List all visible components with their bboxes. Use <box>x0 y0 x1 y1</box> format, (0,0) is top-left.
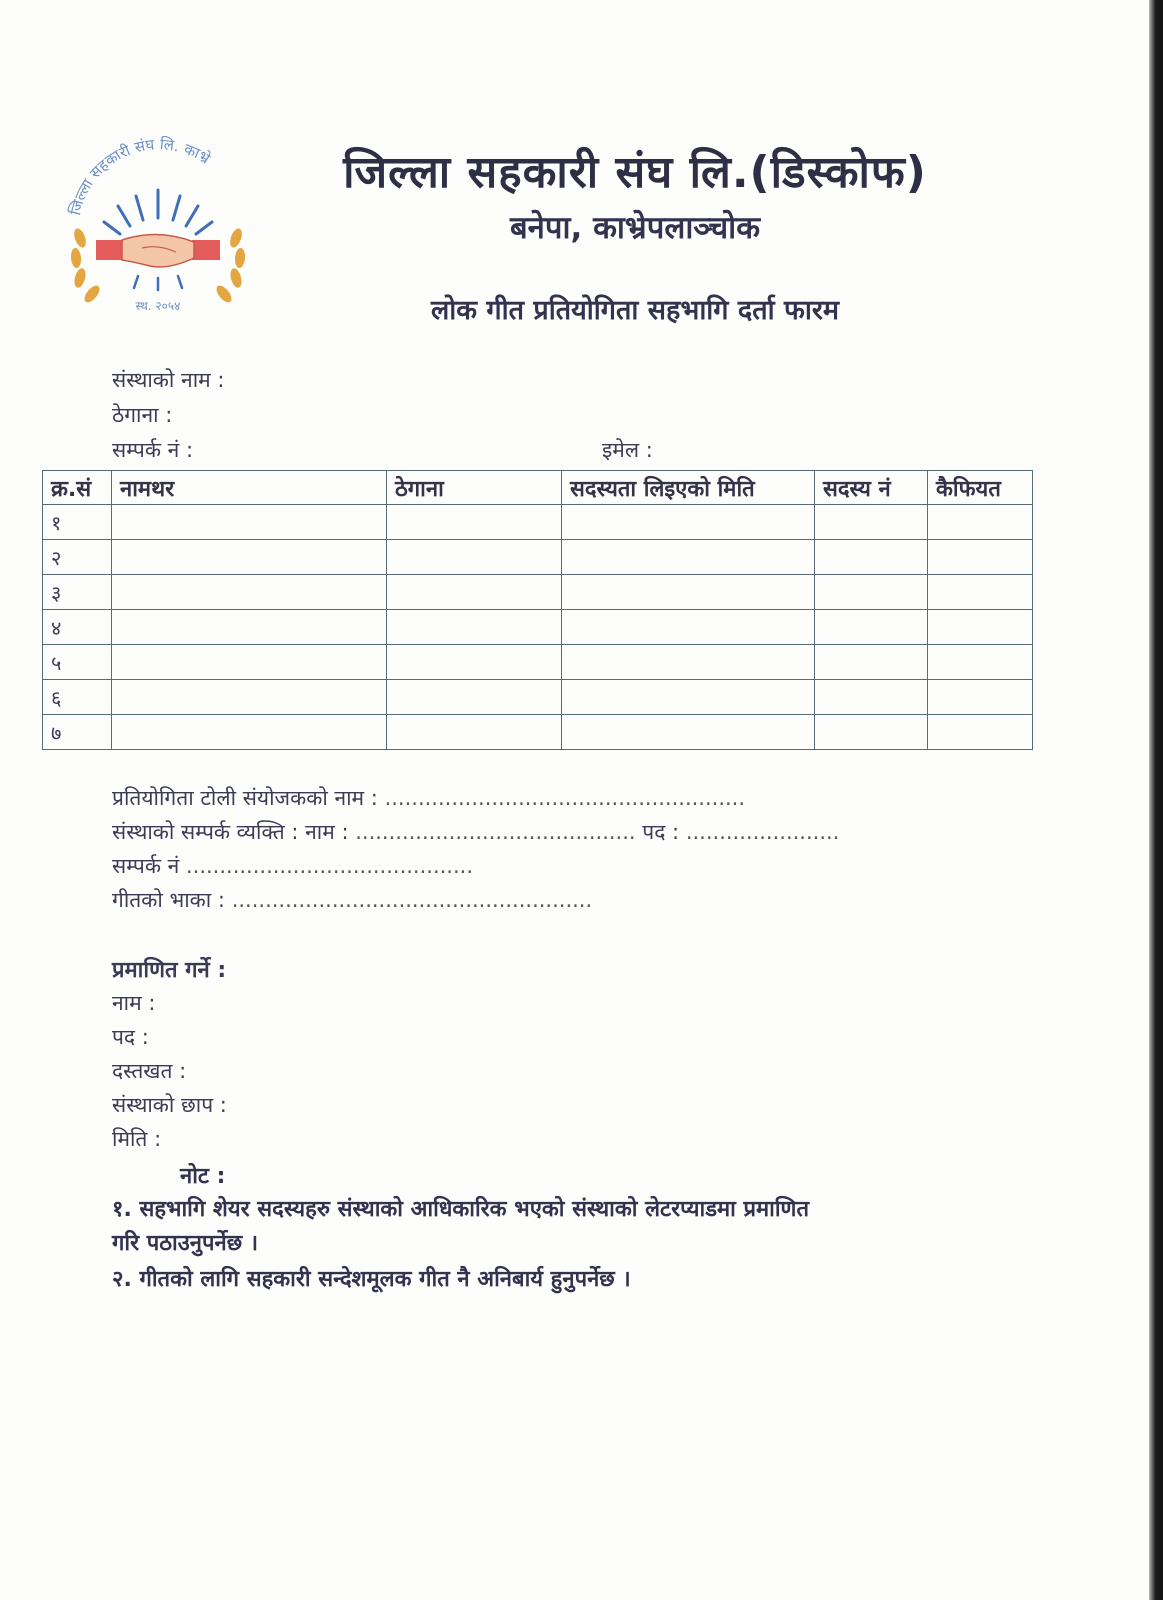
cooperative-logo <box>58 128 258 318</box>
cell-member-no[interactable] <box>815 505 928 540</box>
col-header-remarks: कैफियत <box>928 471 1033 505</box>
cell-membership-date[interactable] <box>562 715 815 750</box>
cell-member-no[interactable] <box>815 610 928 645</box>
cert-signature-label: दस्तखत : <box>112 1059 187 1083</box>
contact-no-blank[interactable]: ........................................... <box>185 854 474 878</box>
table-row <box>43 680 1033 715</box>
email-field-label: इमेल : <box>602 438 653 462</box>
cell-member-no[interactable] <box>815 715 928 750</box>
cell-membership-date[interactable] <box>562 610 815 645</box>
cell-fullname[interactable] <box>112 680 387 715</box>
cell-address[interactable] <box>387 575 562 610</box>
contact-person-field <box>112 818 839 846</box>
cell-remarks[interactable] <box>928 540 1033 575</box>
certification-heading: प्रमाणित गर्ने : <box>112 958 227 983</box>
cell-fullname[interactable] <box>112 505 387 540</box>
cell-address[interactable] <box>387 715 562 750</box>
col-header-membership-date: सदस्यता लिइएको मिति <box>562 471 815 505</box>
contact-no-label: सम्पर्क नं <box>112 854 180 878</box>
cell-membership-date[interactable] <box>562 505 815 540</box>
col-header-address: ठेगाना <box>387 471 562 505</box>
cell-address[interactable] <box>387 540 562 575</box>
contact-person-blank[interactable]: .......................................... <box>355 820 636 844</box>
cell-address[interactable] <box>387 610 562 645</box>
logo-year: स्थ. २०५४ <box>135 299 181 313</box>
row-number: ३ <box>43 575 112 610</box>
cell-remarks[interactable] <box>928 715 1033 750</box>
cell-membership-date[interactable] <box>562 575 815 610</box>
cell-membership-date[interactable] <box>562 680 815 715</box>
cell-member-no[interactable] <box>815 645 928 680</box>
contact-no-field <box>112 852 473 880</box>
org-name-field-label: संस्थाको नाम : <box>112 368 225 392</box>
org-name-heading: जिल्ला सहकारी संघ लि.(डिस्कोफ) <box>343 147 927 198</box>
handshake-icon <box>96 234 220 267</box>
cert-designation-label: पद : <box>112 1025 149 1049</box>
cell-address[interactable] <box>387 505 562 540</box>
cell-fullname[interactable] <box>112 645 387 680</box>
sun-rays-icon <box>104 190 212 234</box>
cell-address[interactable] <box>387 680 562 715</box>
coordinator-label: प्रतियोगिता टोली संयोजकको नाम : <box>112 786 378 810</box>
cell-membership-date[interactable] <box>562 540 815 575</box>
cell-member-no[interactable] <box>815 540 928 575</box>
cell-fullname[interactable] <box>112 575 387 610</box>
cell-member-no[interactable] <box>815 680 928 715</box>
col-header-fullname: नामथर <box>112 471 387 505</box>
table-row <box>43 645 1033 680</box>
note-line-1-cont: गरि पठाउनुपर्नेछ । <box>112 1231 259 1256</box>
cert-stamp-label: संस्थाको छाप : <box>112 1093 227 1117</box>
table-header-row <box>43 471 1033 505</box>
form-title: लोक गीत प्रतियोगिता सहभागि दर्ता फारम <box>430 295 840 326</box>
logo-arc-text: जिल्ला सहकारी संघ लि. काभ्रे <box>66 135 214 218</box>
note-line-2: २. गीतको लागि सहकारी सन्देशमूलक गीत नै अनिबार्य हुनुपर्नेछ । <box>112 1267 631 1292</box>
row-number: १ <box>43 505 112 540</box>
cell-fullname[interactable] <box>112 715 387 750</box>
row-number: २ <box>43 540 112 575</box>
cell-remarks[interactable] <box>928 610 1033 645</box>
cell-remarks[interactable] <box>928 575 1033 610</box>
designation-blank[interactable]: ....................... <box>685 820 840 844</box>
cell-membership-date[interactable] <box>562 645 815 680</box>
contact-field-label: सम्पर्क नं : <box>112 438 194 462</box>
cert-name-label: नाम : <box>112 991 156 1015</box>
designation-label: पद : <box>642 820 680 844</box>
cell-remarks[interactable] <box>928 505 1033 540</box>
cell-address[interactable] <box>387 645 562 680</box>
cell-remarks[interactable] <box>928 680 1033 715</box>
coordinator-field <box>112 784 745 812</box>
table-row <box>43 505 1033 540</box>
participant-table <box>42 470 1033 750</box>
table-row <box>43 715 1033 750</box>
row-number: ५ <box>43 645 112 680</box>
cert-date-label: मिति : <box>112 1127 162 1151</box>
row-number: ६ <box>43 680 112 715</box>
scan-edge-shadow <box>1149 0 1163 1600</box>
song-tune-blank[interactable]: ...................................................... <box>231 888 593 912</box>
address-field-label: ठेगाना : <box>112 403 173 427</box>
cell-fullname[interactable] <box>112 610 387 645</box>
cell-remarks[interactable] <box>928 645 1033 680</box>
song-tune-field <box>112 886 592 914</box>
org-address: बनेपा, काभ्रेपलाञ्चोक <box>509 210 760 246</box>
note-line-1: १. सहभागि शेयर सदस्यहरु संस्थाको आधिकारिक भएको संस्थाको लेटरप्याडमा प्रमाणित <box>112 1197 809 1222</box>
contact-person-label: संस्थाको सम्पर्क व्यक्ति : नाम : <box>112 820 349 844</box>
notes-heading: नोट : <box>180 1164 226 1189</box>
song-tune-label: गीतको भाका : <box>112 888 225 912</box>
col-header-serial: क्र.सं <box>43 471 112 505</box>
cell-fullname[interactable] <box>112 540 387 575</box>
table-row <box>43 610 1033 645</box>
cell-member-no[interactable] <box>815 575 928 610</box>
row-number: ७ <box>43 715 112 750</box>
row-number: ४ <box>43 610 112 645</box>
table-row <box>43 540 1033 575</box>
coordinator-blank[interactable]: ...................................................... <box>384 786 746 810</box>
col-header-member-no: सदस्य नं <box>815 471 928 505</box>
table-row <box>43 575 1033 610</box>
